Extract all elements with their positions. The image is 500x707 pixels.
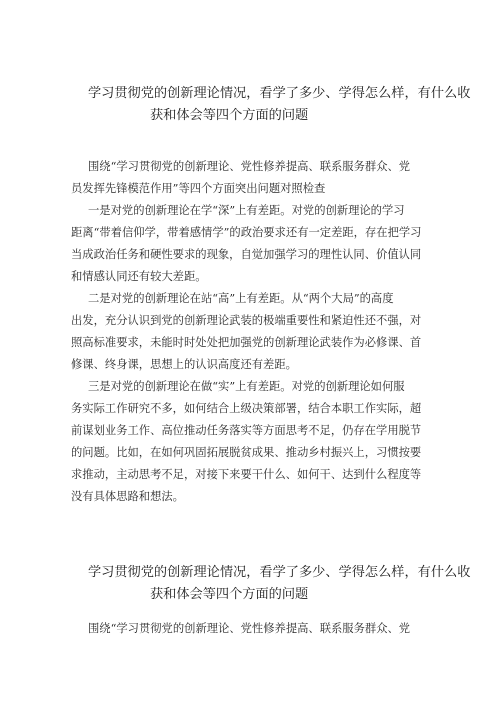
paragraph-line: 距离“带着信仰学，带着感情学”的政治要求还有一定差距，存在把学习 (71, 226, 422, 239)
paragraph-line: 照高标准要求，未能时时处处把加强党的创新理论武装作为必修课、首 (71, 336, 422, 349)
paragraph-line: 务实际工作研究不多，如何结合上级决策部署，结合本职工作实际，超 (71, 402, 422, 415)
paragraph-line: 出发，充分认识到党的创新理论武装的极端重要性和紧迫性还不强，对 (71, 314, 422, 327)
paragraph-line: 修课、终身课，思想上的认识高度还有差距。 (71, 358, 297, 371)
paragraph-line: 求推动，主动思考不足，对接下来要干什么、如何干、达到什么程度等 (71, 468, 422, 481)
document-body (88, 618, 452, 640)
paragraph-line: 三是对党的创新理论在做“实”上有差距。对党的创新理论如何服 (88, 380, 405, 393)
document-title (70, 83, 471, 127)
intro-paragraph-line: 围绕“学习贯彻党的创新理论、党性修养提高、联系服务群众、党 (88, 160, 411, 173)
title-line: 学习贯彻党的创新理论情况，看学了多少、学得怎么样，有什么收 (88, 565, 471, 580)
paragraph-line: 当成政治任务和硬性要求的现象，自觉加强学习的理性认同、价值认同 (71, 248, 422, 261)
paragraph-line: 二是对党的创新理论在站“高”上有差距。从“两个大局”的高度 (88, 292, 394, 305)
paragraph-line: 没有具体思路和想法。 (71, 490, 184, 503)
intro-paragraph-line: 员发挥先锋模范作用”等四个方面突出问题对照检查 (71, 182, 326, 195)
paragraph-line: 的问题。比如，在如何巩固拓展脱贫成果、推动乡村振兴上，习惯按要 (71, 446, 422, 459)
document-body (71, 156, 452, 508)
paragraph-line: 和情感认同还有较大差距。 (71, 270, 207, 283)
paragraph-line: 前谋划业务工作、高位推动任务落实等方面思考不足，仍存在学用脱节 (71, 424, 422, 437)
title-line: 学习贯彻党的创新理论情况，看学了多少、学得怎么样，有什么收 (88, 86, 471, 101)
intro-paragraph-line: 围绕“学习贯彻党的创新理论、党性修养提高、联系服务群众、党 (88, 622, 411, 635)
paragraph-line: 一是对党的创新理论在学“深”上有差距。对党的创新理论的学习 (88, 204, 405, 217)
document-title (70, 562, 471, 606)
title-line: 获和体会等四个方面的问题 (150, 108, 309, 123)
title-line: 获和体会等四个方面的问题 (150, 587, 309, 602)
